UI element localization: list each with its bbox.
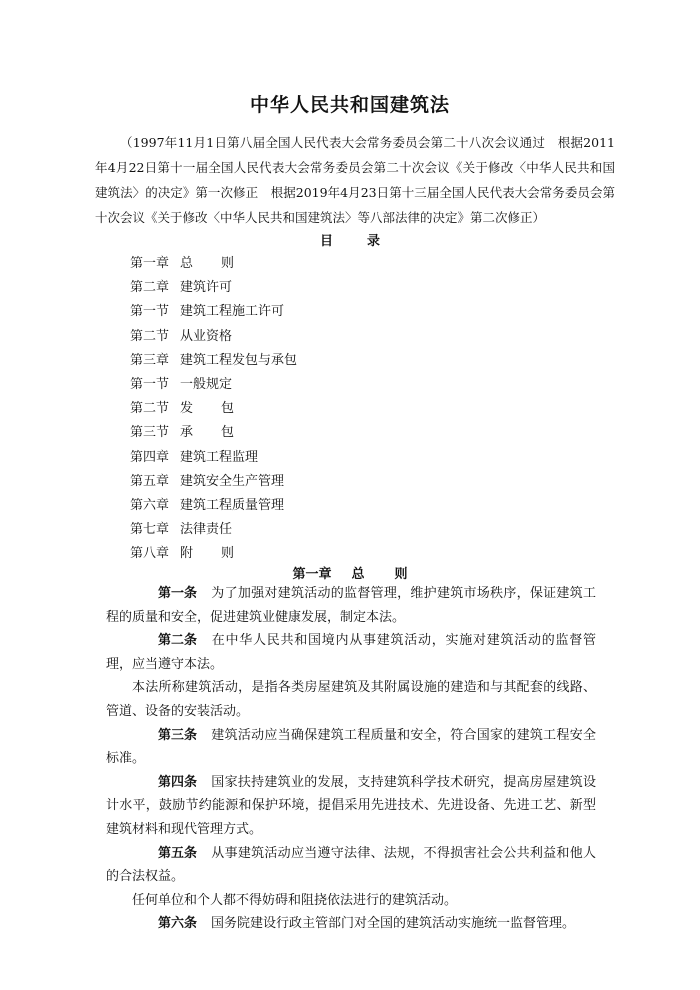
toc-item-number: 第四章 xyxy=(130,449,170,465)
article-text: 本法所称建筑活动，是指各类房屋建筑及其附属设施的建造和与其配套的线路、管道、设备的安装活动。 xyxy=(106,680,596,719)
article-paragraph xyxy=(106,582,596,629)
chapter-body xyxy=(106,582,596,936)
article-label: 第三条 xyxy=(158,727,198,743)
toc-item-title: 建筑安全生产管理 xyxy=(180,473,285,489)
toc-item xyxy=(130,446,530,470)
toc-item xyxy=(130,494,530,518)
toc-heading-char-1: 目 xyxy=(319,234,333,249)
article-text: 从事建筑活动应当遵守法律、法规，不得损害社会公共利益和他人的合法权益。 xyxy=(106,845,596,885)
toc-item-title-part: 包 xyxy=(221,401,235,417)
toc-item-number: 第二节 xyxy=(130,328,170,344)
article-paragraph xyxy=(106,724,596,771)
article-label: 第六条 xyxy=(158,916,198,932)
toc-item-title-part: 发 xyxy=(180,401,194,417)
toc-item xyxy=(130,300,530,324)
article-label: 第四条 xyxy=(158,774,198,790)
toc-item-title: 一般规定 xyxy=(180,376,233,392)
toc-item-title-part: 承 xyxy=(180,425,194,441)
toc-item-number: 第一节 xyxy=(130,376,170,392)
toc-item-title-part: 附 xyxy=(180,546,194,562)
article-label: 第五条 xyxy=(158,845,198,861)
article-paragraph xyxy=(106,676,596,723)
article-text: 国务院建设行政主管部门对全国的建筑活动实施统一监督管理。 xyxy=(211,916,576,932)
toc-item-title-part: 则 xyxy=(221,546,235,562)
toc-item xyxy=(130,276,530,300)
toc-item-title: 建筑工程发包与承包 xyxy=(180,352,298,368)
toc-item-number: 第五章 xyxy=(130,473,170,489)
toc-item xyxy=(130,349,530,373)
table-of-contents xyxy=(130,252,530,566)
article-label: 第一条 xyxy=(158,586,198,601)
toc-item-title: 法律责任 xyxy=(180,522,233,538)
toc-heading-char-2: 录 xyxy=(367,234,381,249)
chapter-title-part: 则 xyxy=(394,567,408,582)
toc-item-title: 建筑工程质量管理 xyxy=(180,497,285,513)
toc-item-number: 第一节 xyxy=(130,304,170,320)
toc-item xyxy=(130,252,530,276)
chapter-number: 第一章 xyxy=(292,567,332,582)
toc-item xyxy=(130,397,530,421)
toc-item-title: 建筑许可 xyxy=(180,280,233,296)
article-text: 在中华人民共和国境内从事建筑活动，实施对建筑活动的监督管理，应当遵守本法。 xyxy=(106,633,596,672)
toc-item-title-part: 包 xyxy=(221,425,235,441)
toc-item-number: 第二节 xyxy=(130,401,170,417)
article-text: 建筑活动应当确保建筑工程质量和安全，符合国家的建筑工程安全标准。 xyxy=(106,727,596,767)
toc-item-title-part: 总 xyxy=(180,256,194,271)
toc-item-title: 建筑工程监理 xyxy=(180,449,259,465)
toc-item-title-part: 则 xyxy=(221,256,235,271)
toc-item-number: 第一章 xyxy=(130,256,170,271)
toc-item xyxy=(130,421,530,445)
article-text: 任何单位和个人都不得妨碍和阻挠依法进行的建筑活动。 xyxy=(132,892,458,908)
toc-item-number: 第三章 xyxy=(130,352,170,368)
toc-item-number: 第七章 xyxy=(130,522,170,538)
toc-item xyxy=(130,470,530,494)
toc-item xyxy=(130,518,530,542)
article-label: 第二条 xyxy=(158,633,198,649)
toc-item xyxy=(130,325,530,349)
article-paragraph xyxy=(106,912,596,936)
toc-item-number: 第二章 xyxy=(130,280,170,296)
article-text: 国家扶持建筑业的发展，支持建筑科学技术研究，提高房屋建筑设计水平，鼓励节约能源和保护环境，提倡采用先进技术、先进设备、先进工艺、新型建筑材料和现代管理方式。 xyxy=(106,774,596,837)
article-paragraph xyxy=(106,629,596,676)
toc-item xyxy=(130,373,530,397)
article-paragraph xyxy=(106,889,596,913)
toc-item-number: 第三节 xyxy=(130,425,170,441)
chapter-title-part: 总 xyxy=(351,567,365,582)
document-title: 中华人民共和国建筑法 xyxy=(249,94,450,116)
amendment-preamble: （1997年11月1日第八届全国人民代表大会常务委员会第二十八次会议通过 根据2011年4月22日第十一届全国人民代表大会常务委员会第二十次会议《关于修改〈中华人民共和国建筑法〉的决定》第一次修正 根据2019年4月23日第十三届全国人民代表大会常务委员会第十次会议《关于修改〈中华人民共和国建筑法〉等八部法律的决定》第二次修正） xyxy=(95,135,615,225)
chapter-heading xyxy=(0,563,700,582)
toc-item-number: 第六章 xyxy=(130,497,170,513)
toc-item-title: 建筑工程施工许可 xyxy=(180,304,285,320)
article-paragraph xyxy=(106,771,596,842)
toc-item-title: 从业资格 xyxy=(180,328,233,344)
article-text: 为了加强对建筑活动的监督管理，维护建筑市场秩序，保证建筑工程的质量和安全，促进建筑业健康发展，制定本法。 xyxy=(106,586,596,625)
article-paragraph xyxy=(106,842,596,889)
toc-item-number: 第八章 xyxy=(130,546,170,562)
toc-heading xyxy=(0,230,700,249)
